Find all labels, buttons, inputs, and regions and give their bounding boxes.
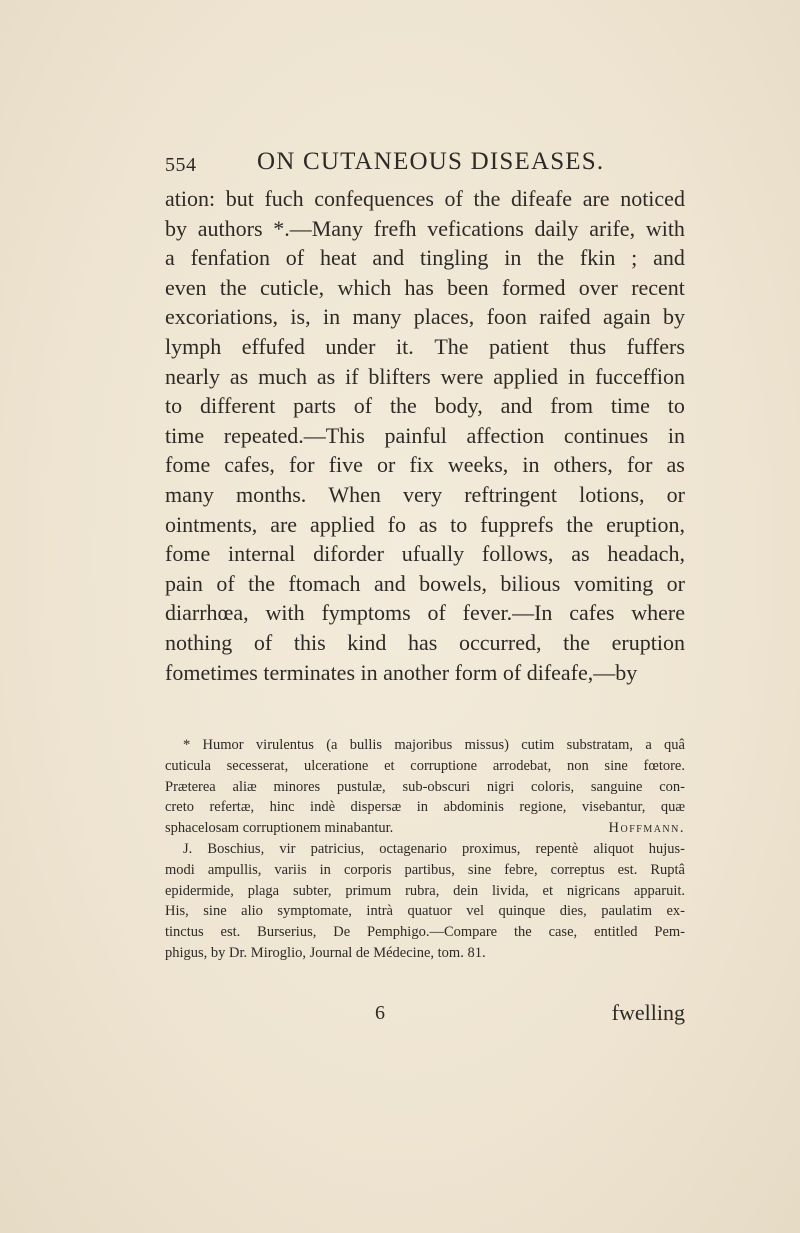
page-header bbox=[165, 148, 685, 180]
text-line: lymph effufed under it. The patient thus fuffers bbox=[165, 333, 685, 359]
footnote-line: Præterea aliæ minores pustulæ, sub-obscuri nigri coloris, sanguine con- bbox=[165, 778, 685, 795]
main-text bbox=[165, 184, 685, 687]
text-line: pain of the ftomach and bowels, bilious vomiting or bbox=[165, 570, 685, 596]
text-line: fome cafes, for five or fix weeks, in others, for as bbox=[165, 452, 685, 478]
footnote-line: creto refertæ, hinc indè dispersæ in abdominis regione, visebantur, quæ bbox=[165, 799, 685, 816]
footnote-line: His, sine alio symptomate, intrà quatuor vel quinque dies, paulatim ex- bbox=[165, 903, 685, 920]
footnote-line: epidermide, plaga subter, primum rubra, dein livida, et nigricans apparuit. bbox=[165, 882, 685, 899]
text-line: nothing of this kind has occurred, the eruption bbox=[165, 629, 685, 655]
footnote-line: * Humor virulentus (a bullis majoribus missus) cutim substratam, a quâ bbox=[183, 737, 685, 753]
page-footer bbox=[165, 1002, 685, 1032]
catchword: fwelling bbox=[611, 1000, 685, 1025]
footnote-line: tinctus est. Burserius, De Pemphigo.—Compare the case, entitled Pem- bbox=[165, 924, 685, 941]
text-line: ointments, are applied fo as to fupprefs the eruption, bbox=[165, 511, 685, 537]
signature-mark: 6 bbox=[375, 1002, 385, 1024]
text-line: diarrhœa, with fymptoms of fever.—In cafes where bbox=[165, 600, 685, 626]
text-line: fometimes terminates in another form of difeafe,—by bbox=[165, 659, 638, 685]
text-line: fome internal diforder ufually follows, as headach, bbox=[165, 541, 685, 567]
text-line: excoriations, is, in many places, foon raifed again by bbox=[165, 304, 685, 330]
running-head: ON CUTANEOUS DISEASES. bbox=[257, 148, 605, 175]
text-line: ation: but fuch confequences of the difeafe are noticed bbox=[165, 186, 685, 211]
footnote-line: modi ampullis, variis in corporis partibus, sine febre, correptus est. Ruptâ bbox=[165, 861, 685, 878]
footnote-signature: Hoffmann. bbox=[608, 820, 685, 837]
text-line: to different parts of the body, and from time to bbox=[165, 393, 685, 419]
text-line: time repeated.—This painful affection continues in bbox=[165, 422, 685, 448]
footnote-block bbox=[165, 735, 685, 964]
footnote-line: J. Boschius, vir patricius, octagenario proximus, repentè aliquot hujus- bbox=[183, 840, 685, 857]
footnote-line: phigus, by Dr. Miroglio, Journal de Médecine, tom. 81. bbox=[165, 944, 486, 961]
text-line: nearly as much as if blifters were applied in fucceffion bbox=[165, 363, 685, 389]
text-line: a fenfation of heat and tingling in the fkin ; and bbox=[165, 245, 685, 271]
text-line: even the cuticle, which has been formed over recent bbox=[165, 274, 685, 300]
text-line: many months. When very reftringent lotions, or bbox=[165, 481, 685, 507]
footnote-line-text: sphacelosam corruptionem minabantur. bbox=[165, 820, 394, 837]
footnote-line bbox=[165, 818, 685, 839]
footnote-line: cuticula secesserat, ulceratione et corruptione arrodebat, non sine fœtore. bbox=[165, 757, 685, 774]
page-number: 554 bbox=[165, 154, 197, 176]
text-line: by authors *.—Many frefh vefications daily arife, with bbox=[165, 215, 685, 241]
